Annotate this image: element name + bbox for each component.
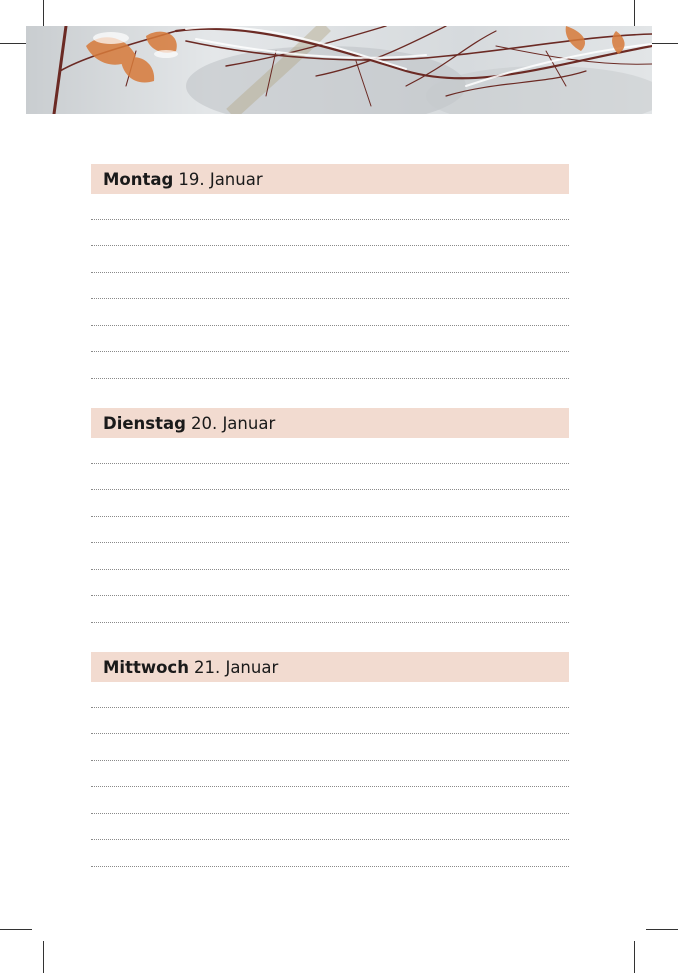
day-date: 20. Januar bbox=[190, 413, 276, 433]
crop-mark-bottom-right-horizontal bbox=[646, 929, 678, 930]
writing-line bbox=[91, 489, 569, 490]
writing-line bbox=[91, 707, 569, 708]
writing-line bbox=[91, 839, 569, 840]
writing-line bbox=[91, 245, 569, 246]
header-photo bbox=[26, 26, 652, 114]
writing-line bbox=[91, 219, 569, 220]
writing-line bbox=[91, 298, 569, 299]
crop-mark-bottom-left-horizontal bbox=[0, 929, 32, 930]
day-header bbox=[91, 652, 569, 682]
day-section-monday bbox=[91, 164, 569, 384]
writing-line bbox=[91, 760, 569, 761]
day-header bbox=[91, 408, 569, 438]
day-section-wednesday bbox=[91, 652, 569, 872]
writing-line bbox=[91, 378, 569, 379]
writing-line bbox=[91, 595, 569, 596]
writing-line bbox=[91, 516, 569, 517]
writing-line bbox=[91, 325, 569, 326]
day-name: Mittwoch bbox=[103, 657, 189, 677]
day-date: 21. Januar bbox=[193, 657, 279, 677]
writing-line bbox=[91, 351, 569, 352]
writing-line bbox=[91, 272, 569, 273]
writing-line bbox=[91, 463, 569, 464]
day-date: 19. Januar bbox=[178, 169, 263, 189]
writing-line bbox=[91, 733, 569, 734]
day-name: Montag bbox=[103, 169, 174, 189]
day-header bbox=[91, 164, 569, 194]
writing-line bbox=[91, 542, 569, 543]
writing-line bbox=[91, 569, 569, 570]
crop-mark-bottom-left-vertical bbox=[43, 941, 44, 973]
writing-line bbox=[91, 813, 569, 814]
writing-line bbox=[91, 786, 569, 787]
crop-mark-bottom-right-vertical bbox=[634, 941, 635, 973]
writing-line bbox=[91, 622, 569, 623]
day-name: Dienstag bbox=[103, 413, 186, 433]
writing-line bbox=[91, 866, 569, 867]
day-section-tuesday bbox=[91, 408, 569, 628]
